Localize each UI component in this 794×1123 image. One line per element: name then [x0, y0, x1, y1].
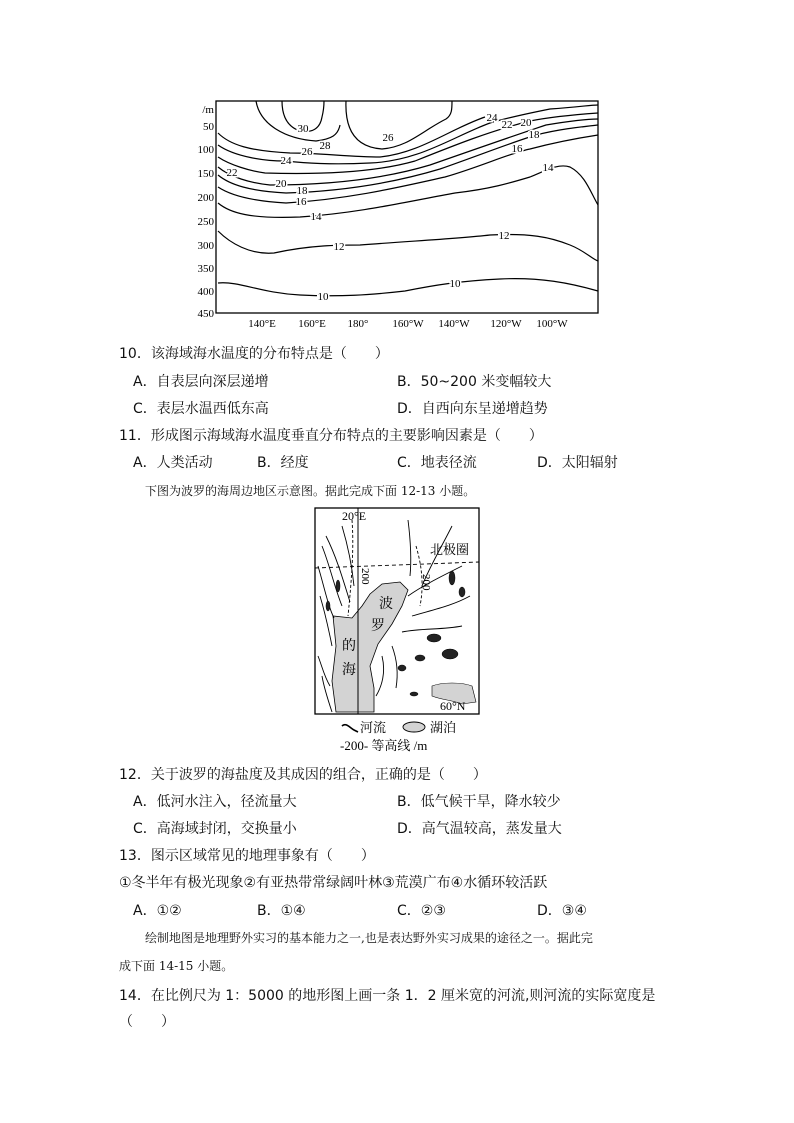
q10-option-d[interactable]: D．自西向东呈递增趋势: [397, 401, 548, 417]
lake-legend-label: 湖泊: [430, 720, 457, 735]
lake-legend-symbol: [403, 722, 425, 732]
isotherm-label: 12: [498, 230, 510, 242]
isotherm-label: 24: [280, 155, 292, 167]
q10-option-b[interactable]: B．50~200 米变幅较大: [397, 374, 552, 390]
isotherm-label: 20: [275, 178, 287, 190]
isotherm-26b: [218, 117, 485, 157]
q14-answer-blank: （ ）: [119, 1014, 175, 1030]
isotherm-22: [218, 113, 598, 174]
intro-14-15-line1: 绘制地图是地理野外实习的基本能力之一,也是表达野外实习成果的途径之一。据此完: [145, 931, 593, 945]
y-tick: 100: [197, 144, 214, 156]
isotherm-label: 14: [542, 162, 554, 174]
q11-option-d[interactable]: D．太阳辐射: [537, 455, 618, 471]
isotherm-12: [218, 231, 598, 261]
lake: [326, 601, 330, 611]
latitude-label: 60°N: [440, 699, 466, 713]
isotherm-26: [346, 101, 452, 149]
y-tick: 150: [197, 168, 214, 180]
y-axis-unit: /m: [202, 104, 214, 116]
x-tick: 140°E: [248, 318, 276, 330]
intro-14-15-line2: 成下面 14-15 小题。: [119, 959, 234, 973]
q12-stem: 12．关于波罗的海盐度及其成因的组合，正确的是（ ）: [119, 767, 487, 783]
arctic-circle-label: 北极圈: [430, 542, 470, 557]
x-tick: 160°E: [298, 318, 326, 330]
intro-12-13: 下图为波罗的海周边地区示意图。据此完成下面 12-13 小题。: [145, 484, 476, 498]
q13-statement: ①冬半年有极光现象②有亚热带常绿阔叶林③荒漠广布④水循环较活跃: [119, 875, 548, 891]
isotherm-10: [218, 279, 598, 296]
q10-option-a[interactable]: A．自表层向深层递增: [133, 374, 269, 390]
isotherm-label: 28: [319, 140, 331, 152]
q13-option-d[interactable]: D．③④: [537, 903, 587, 919]
lake: [410, 692, 418, 696]
q10-stem: 10．该海域海水温度的分布特点是（ ）: [119, 346, 389, 362]
isotherm-label: 10: [317, 291, 329, 303]
isotherm-label: 16: [511, 143, 523, 155]
lake: [442, 649, 458, 659]
isotherm-figure: [190, 95, 610, 335]
y-tick: 200: [197, 192, 214, 204]
q11-stem: 11．形成图示海域海水温度垂直分布特点的主要影响因素是（ ）: [119, 428, 543, 444]
y-tick: 400: [197, 286, 214, 298]
isotherm-label: 10: [449, 278, 461, 290]
lake: [336, 580, 340, 592]
isotherm-label: 14: [310, 211, 322, 223]
x-tick: 140°W: [438, 318, 470, 330]
isotherm-label: 24: [486, 112, 498, 124]
isotherm-label: 12: [333, 241, 345, 253]
q14-stem: 14．在比例尺为 1：5000 的地形图上画一条 1．2 厘米宽的河流,则河流的实际宽度是: [119, 988, 656, 1004]
contour-legend: -200- 等高线 /m: [340, 738, 428, 753]
contour-label: 200: [420, 574, 432, 591]
q13-option-c[interactable]: C．②③: [397, 903, 446, 919]
lake: [415, 655, 425, 661]
isotherm-label: 30: [297, 123, 309, 135]
sea-label-char: 的: [342, 639, 356, 654]
isotherm-label: 26: [301, 146, 313, 158]
isotherm-label: 20: [520, 117, 532, 129]
y-tick: 450: [197, 308, 214, 320]
isotherm-label: 18: [296, 185, 308, 197]
isotherm-28: [256, 101, 340, 141]
baltic-map: [312, 506, 482, 754]
river-legend-symbol: [342, 725, 358, 732]
x-tick: 180°: [347, 318, 369, 330]
q11-option-a[interactable]: A．人类活动: [133, 455, 213, 471]
sea-label-char: 罗: [371, 619, 385, 634]
q11-option-c[interactable]: C．地表径流: [397, 455, 477, 471]
q12-option-d[interactable]: D．高气温较高，蒸发量大: [397, 821, 562, 837]
q11-option-b[interactable]: B．经度: [257, 455, 309, 471]
q10-option-c[interactable]: C．表层水温西低东高: [133, 401, 269, 417]
y-tick: 300: [197, 240, 214, 252]
q12-option-b[interactable]: B．低气候干旱，降水较少: [397, 794, 561, 810]
q13-stem: 13．图示区域常见的地理事象有（ ）: [119, 848, 375, 864]
isotherm-label: 16: [295, 196, 307, 208]
meridian-label: 20°E: [342, 509, 367, 523]
y-tick: 350: [197, 263, 214, 275]
x-tick: 120°W: [490, 318, 522, 330]
sea-label-char: 海: [342, 663, 356, 678]
isotherm-label: 18: [528, 129, 540, 141]
lake: [449, 571, 455, 585]
lake: [459, 587, 465, 597]
lake: [427, 634, 441, 642]
plot-frame: [216, 101, 598, 313]
sea-label-char: 波: [379, 597, 393, 612]
x-tick: 100°W: [536, 318, 568, 330]
y-tick: 50: [203, 121, 214, 133]
q13-option-b[interactable]: B．①④: [257, 903, 306, 919]
isotherm-label: 22: [501, 119, 513, 131]
contour-label: 200: [359, 568, 371, 585]
x-tick: 160°W: [392, 318, 424, 330]
q13-option-a[interactable]: A．①②: [133, 903, 182, 919]
river-legend-label: 河流: [360, 720, 387, 735]
q12-option-a[interactable]: A．低河水注入，径流量大: [133, 794, 297, 810]
q12-option-c[interactable]: C．高海域封闭，交换量小: [133, 821, 297, 837]
isotherm-label: 26: [382, 132, 394, 144]
lake: [398, 665, 406, 671]
isotherm-label: 22: [226, 167, 238, 179]
y-tick: 250: [197, 216, 214, 228]
